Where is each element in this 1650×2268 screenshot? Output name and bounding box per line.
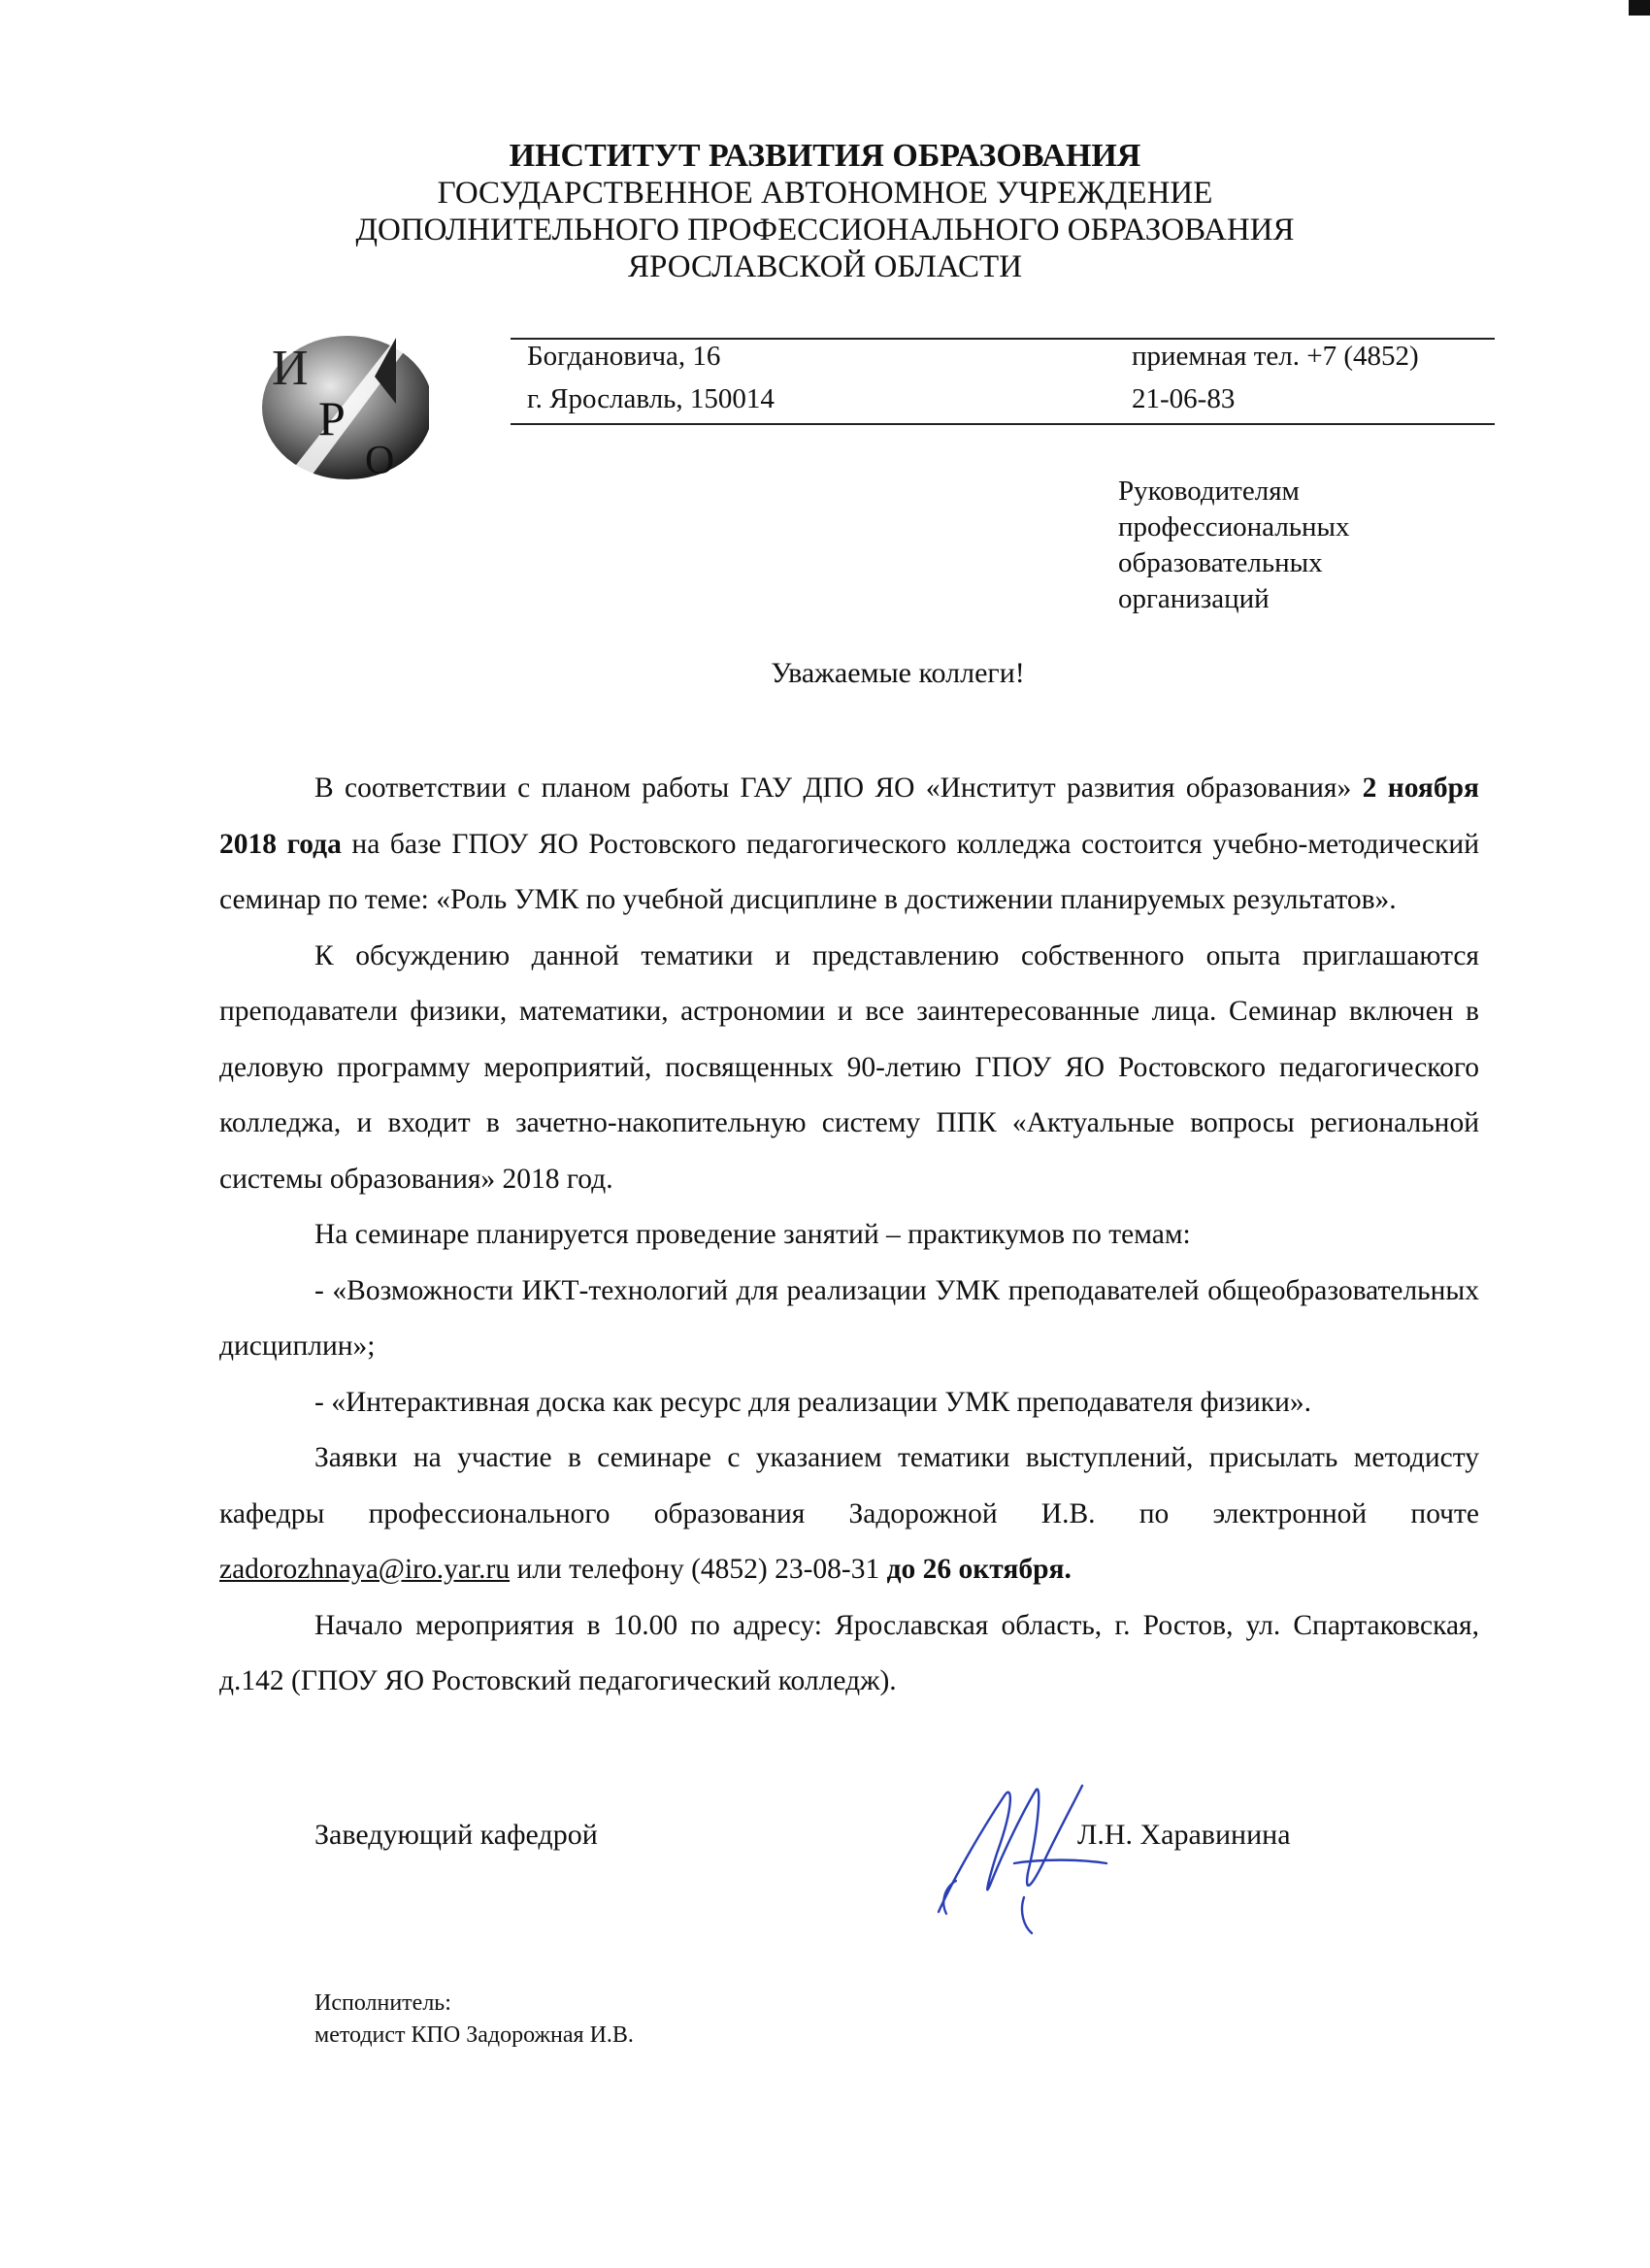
deadline: до 26 октября. (886, 1554, 1072, 1585)
email-link[interactable]: zadorozhnaya@iro.yar.ru (219, 1554, 511, 1585)
addressee-line: профессиональных (1118, 511, 1350, 542)
signatory-name: Л.Н. Харавинина (1077, 1819, 1291, 1851)
signatory-title: Заведующий кафедрой (314, 1819, 598, 1851)
executor-label: Исполнитель: (314, 1990, 451, 2016)
logo-letter-r: Р (318, 391, 346, 445)
letterhead (0, 138, 1650, 285)
workshop-item: - «Интерактивная доска как ресурс для реализации УМК преподавателя физики». (314, 1386, 1312, 1418)
phone-block (1132, 335, 1419, 420)
paragraph-workshops: На семинаре планируется проведение занятий – практикумов по темам: (314, 1219, 1191, 1250)
greeting: Уважаемые коллеги! (771, 657, 1025, 689)
address-rule-bottom (511, 423, 1495, 425)
institution-type: ГОСУДАРСТВЕННОЕ АВТОНОМНОЕ УЧРЕЖДЕНИЕ (437, 176, 1213, 211)
paragraph-venue: Начало мероприятия в 10.00 по адресу: Ярославская область, г. Ростов, ул. Спартаковская, д.142 (ГПОУ ЯО Ростовский педагогический колледж). (219, 1609, 1479, 1696)
institution-type-2: ДОПОЛНИТЕЛЬНОГО ПРОФЕССИОНАЛЬНОГО ОБРАЗОВАНИЯ (355, 213, 1295, 247)
iro-logo (250, 328, 429, 480)
workshop-item: - «Возможности ИКТ-технологий для реализации УМК преподавателей общеобразовательных дисциплин»; (219, 1274, 1479, 1362)
address-street: Богдановича, 16 (527, 341, 721, 372)
executor-name: методист КПО Задорожная И.В. (314, 2022, 634, 2048)
paragraph-applications (219, 1430, 1479, 1598)
paragraph-invitation: К обсуждению данной тематики и представлению собственного опыта приглашаются преподаватели физики, математики, астрономии и все заинтересованные лица. Семинар включен в деловую программу мероприятий, посвященных 90-летию ГПОУ ЯО Ростовского педагогического колледжа, и входит в зачетно-накопительную систему ППК «Актуальные вопросы региональной системы образования» 2018 год. (219, 939, 1479, 1195)
phone-label: приемная тел. +7 (4852) (1132, 341, 1419, 372)
paragraph-intro (219, 761, 1479, 929)
address-city: г. Ярославль, 150014 (527, 383, 775, 414)
institute-name: ИНСТИТУТ РАЗВИТИЯ ОБРАЗОВАНИЯ (509, 138, 1141, 174)
event-date: 2 ноября 2018 года (219, 772, 1480, 860)
addressee (1118, 474, 1350, 617)
addressee-line: организаций (1118, 583, 1270, 614)
addressee-line: образовательных (1118, 547, 1323, 578)
letter-body (219, 761, 1479, 1710)
executor-block (314, 1988, 634, 2052)
scan-corner-mark (1629, 0, 1650, 16)
region: ЯРОСЛАВСКОЙ ОБЛАСТИ (627, 249, 1023, 284)
logo-letter-o: О (365, 439, 395, 480)
logo-letter-i: И (272, 341, 309, 396)
phone-number: 21-06-83 (1132, 383, 1236, 414)
addressee-line: Руководителям (1118, 476, 1300, 507)
applications-phone: или телефону (4852) 23-08-31 (510, 1554, 887, 1585)
address-block (527, 335, 775, 420)
applications-text: Заявки на участие в семинаре с указанием тематики выступлений, присылать методисту кафедры профессионального образования Задорожной И.В. по электронной почте (219, 1442, 1479, 1529)
intro-rest: на базе ГПОУ ЯО Ростовского педагогического колледжа состоится учебно-методический семинар по теме: «Роль УМК по учебной дисциплине в достижении планируемых результатов». (219, 828, 1479, 915)
intro-text: В соответствии с планом работы ГАУ ДПО ЯО «Институт развития образования» (314, 772, 1363, 804)
